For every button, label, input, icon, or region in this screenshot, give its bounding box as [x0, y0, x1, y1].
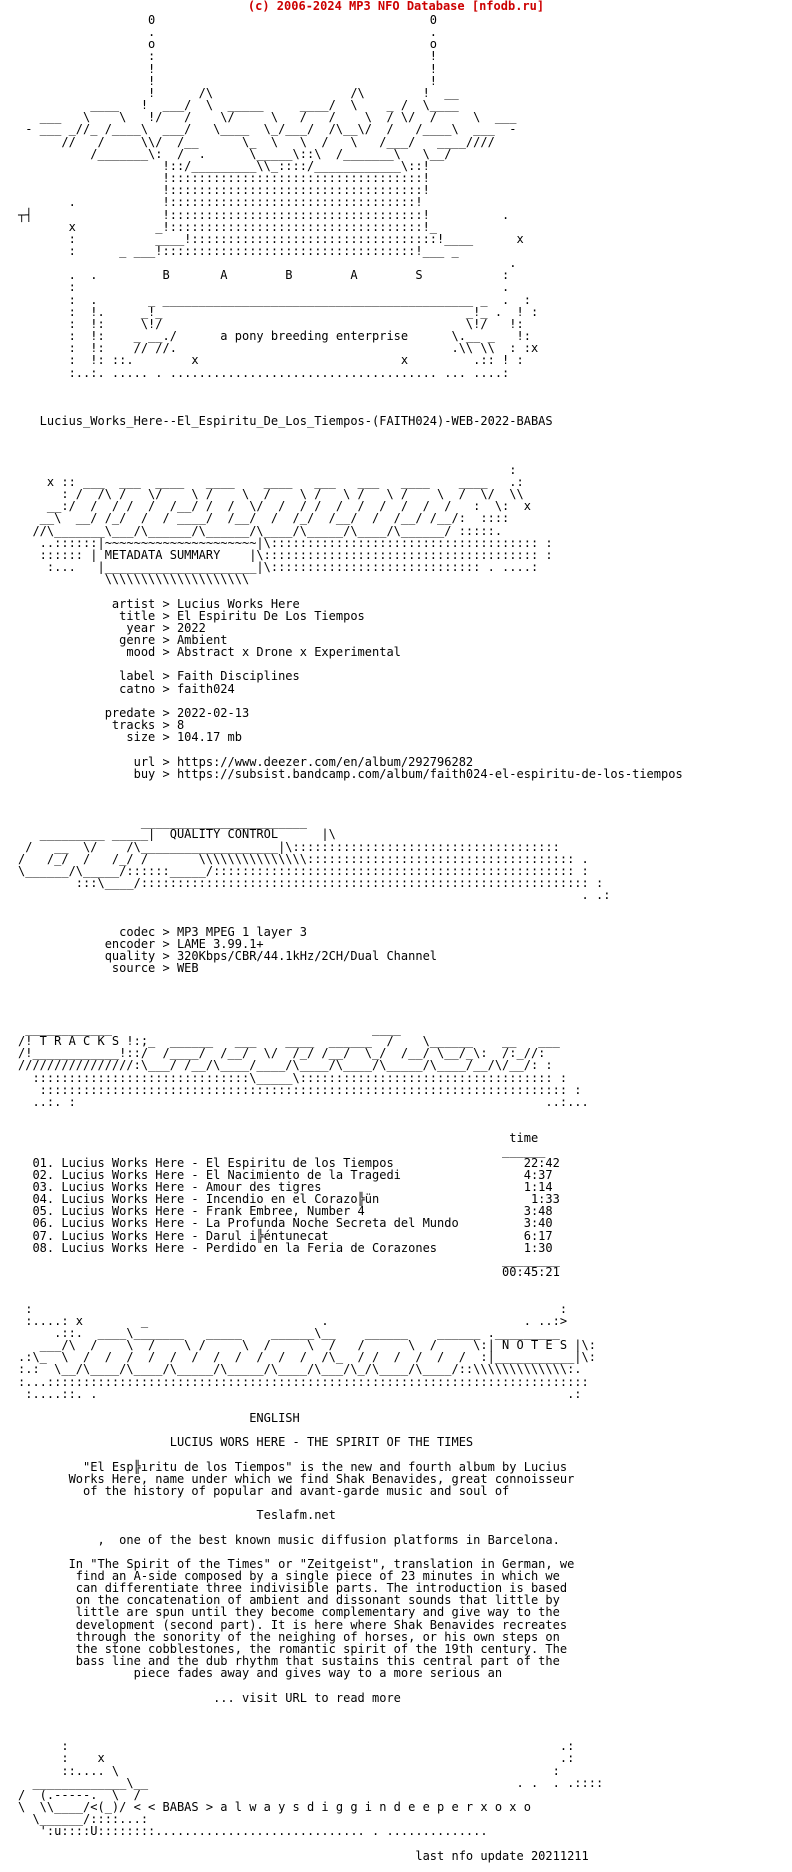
- nfo-line: /_______\: / . \_____\::\ /_______\ \__/: [18, 146, 452, 161]
- nfo-line: ___/\ / \ / \ / \ / \ / / \ / \:| N O T E S |\:: [18, 1338, 596, 1353]
- nfo-line: ':u::::U::::::::............................. . ..............: [18, 1824, 488, 1839]
- nfo-line: artist > Lucius Works Here: [18, 596, 300, 611]
- nfo-line: : !: ::. x x .:: ! :: [18, 353, 524, 368]
- nfo-line: :.: \__/\____/\____/\_____/\_____/\____/\___/\_/\____/\____/::\\\\\\\\\\\\\:.: [18, 1362, 582, 1377]
- nfo-line: ____ ! ___/ \ _____ ____/ \ _ / \____: [18, 98, 459, 113]
- nfo-line: _________ _____| QUALITY CONTROL |\: [18, 827, 336, 842]
- nfo-line: quality > 320Kbps/CBR/44.1kHz/2CH/Dual Channel: [18, 949, 438, 964]
- nfo-line: :...:::::::::::::::::::::::::::::::::::::::::::::::::::::::::::::::::::::::::::: [18, 1374, 589, 1389]
- nfo-line: title > El Espiritu De Los Tiempos: [18, 608, 365, 623]
- nfo-line: [18, 1278, 683, 1290]
- nfo-line: : x .:: [18, 1751, 575, 1766]
- nfo-line: ::.... \ :: [18, 1763, 560, 1778]
- nfo-line: : !. _!_ _!_ . ! :: [18, 304, 539, 319]
- nfo-line: / (.-----. \ /: [18, 1787, 141, 1802]
- nfo-line: predate > 2022-02-13: [18, 705, 250, 720]
- nfo-line: ! !: [18, 61, 438, 76]
- nfo-line: tracks > 8: [18, 718, 185, 733]
- nfo-line: :..:. ..... . ..................................... ... ....:: [18, 365, 510, 380]
- nfo-line: [18, 1521, 683, 1533]
- nfo-line: find an A-side composed by a single piece of 23 minutes in which we: [18, 1569, 560, 1583]
- nfo-line: . .: [18, 25, 438, 40]
- nfo-line: //\_______\___/\______/\______/\____/\_____/\____/\______/ :::::.: [18, 523, 503, 538]
- nfo-line: of the history of popular and avant-garde music and soul of: [18, 1483, 510, 1498]
- nfo-line: Teslafm.net: [18, 1508, 336, 1523]
- nfo-line: : !: _ __./ a pony breeding enterprise \.__ _ !:: [18, 329, 531, 344]
- nfo-line: : / /\ / \/ \ / \ / \ / \ / \ / \ / \/ \\: [18, 487, 524, 502]
- nfo-line: !::/_________\\_::::/____________\::!: [18, 158, 430, 173]
- nfo-line: _______________________: [18, 815, 307, 830]
- nfo-line: [18, 1704, 683, 1716]
- nfo-line: o o: [18, 37, 438, 52]
- nfo-line: __:/ / / / / /__/ / / \/ / / / / / / / / / : \: x: [18, 499, 531, 514]
- nfo-line: :....::. . .:: [18, 1386, 582, 1401]
- nfo-line: _____________\__ . . . .::::: [18, 1775, 604, 1790]
- nfo-line: last nfo update 20211211: [18, 1848, 589, 1863]
- nfo-line: ____________ ____: [18, 1021, 401, 1036]
- nfo-line: : ____!::::::::::::::::::::::::::::::::::!____ x: [18, 231, 524, 246]
- nfo-line: time: [18, 1131, 539, 1146]
- nfo-line: [18, 585, 683, 597]
- nfo-line: . . B A B A S :: [18, 268, 510, 283]
- nfo-line: : .:: [18, 1739, 575, 1754]
- nfo-line: :::\____/:::::::::::::::::::::::::::::::::::::::::::::::::::::::::::::: :: [18, 876, 604, 891]
- nfo-line: [18, 974, 683, 986]
- nfo-line: encoder > LAME 3.99.1+: [18, 936, 264, 951]
- nfo-line: : _ ___!:::::::::::::::::::::::::::::::::::!___ _: [18, 243, 459, 258]
- nfo-line: .: [18, 256, 517, 271]
- nfo-line: !:::::::::::::::::::::::::::::::::::!: [18, 171, 430, 186]
- nfo-line: 06. Lucius Works Here - La Profunda Noche Secreta del Mundo 3:40: [18, 1216, 553, 1231]
- nfo-line: : :: [18, 1301, 568, 1316]
- nfo-line: ______: [18, 1143, 546, 1158]
- nfo-line: [18, 379, 683, 391]
- nfo-line: __\ __/ /_/ / / ____/ /__/ / /_/ /__/ / /__/ /__/: ::::: [18, 511, 510, 526]
- nfo-line: [18, 452, 683, 464]
- nfo-line: piece fades away and gives way to a more serious an: [18, 1666, 503, 1681]
- nfo-line: ENGLISH: [18, 1410, 300, 1425]
- nfo-line: ::::::::::::::::::::::::::::::::::::::::::::::::::::::::::::::::::::::::: :: [18, 1082, 582, 1097]
- nfo-line: [18, 1837, 683, 1849]
- nfo-line: Works Here, name under which we find Shak Benavides, great connoisseur: [18, 1471, 575, 1486]
- nfo-line: the stone cobblestones, the romantic spirit of the 19th century. The: [18, 1641, 568, 1656]
- nfo-line: catno > faith024: [18, 681, 235, 696]
- nfo-line: : . _ ___________________________________________ _ . :: [18, 292, 531, 307]
- nfo-line: [18, 391, 683, 403]
- nfo-line: \\\\\\\\\\\\\\\\\\\\: [18, 572, 250, 587]
- nfo-line: ////////////////:\___/ /__/\____/____/\____/\____/\_____/\____/__/\/__/: :: [18, 1058, 553, 1073]
- nfo-line: \ \\____/<(_)/ < < BABAS > a l w a y s d i g g i n d e e p e r x o x o: [18, 1799, 531, 1814]
- nfo-line: :... |_____________________|\::::::::::::::::::::::::::::: . ....:: [18, 560, 539, 575]
- nfo-line: 03. Lucius Works Here - Amour des tigres 1:14: [18, 1180, 553, 1194]
- nfo-line: [18, 743, 683, 755]
- nfo-line: through the sonority of the neighing of horses, or his own steps on: [18, 1629, 560, 1644]
- nfo-line: can differentiate three indivisible parts. The introduction is based: [18, 1581, 568, 1596]
- nfo-line: : !: \!/ \!/ !:: [18, 316, 524, 331]
- nfo-line: ┬┤ !:::::::::::::::::::::::::::::::::::! .: [18, 207, 510, 222]
- nfo-line: mood > Abstract x Drone x Experimental: [18, 645, 401, 660]
- nfo-line: ! !: [18, 73, 438, 88]
- nfo-line: In "The Spirit of the Times" or "Zeitgeist", translation in German, we: [18, 1556, 575, 1571]
- nfo-line: - ___ _//_ /____\ ___/ \____ \_/___/ /\__\/ / /____\ ___ -: [18, 122, 517, 137]
- nfo-line: [18, 439, 683, 451]
- nfo-line: : .: [18, 280, 510, 295]
- nfo-line: [18, 427, 683, 439]
- nfo-line: // / \\/ /__ \_ \ \ / \ /___/ ____////: [18, 134, 495, 149]
- nfo-line: ..:. : ..:...: [18, 1094, 589, 1109]
- nfo-line: ___ \ \ !/ / \/ \ / / \ / \/ / \ ___: [18, 110, 517, 125]
- nfo-line: . .:: [18, 888, 611, 903]
- nfo-line: bass line and the dub rhythm that sustains this central part of the: [18, 1654, 560, 1669]
- nfo-line: 02. Lucius Works Here - El Nacimiento de la Tragedi 4:37: [18, 1167, 553, 1182]
- nfo-line: [18, 999, 683, 1011]
- nfo-line: "El Esp╠ıritu de los Tiempos" is the new and fourth album by Lucius: [18, 1459, 568, 1474]
- nfo-line: ________: [18, 1252, 560, 1267]
- nfo-line: [18, 1679, 683, 1691]
- nfo-line: size > 104.17 mb: [18, 730, 242, 745]
- nfo-line: :::::: | METADATA SUMMARY |\:::::::::::::::::::::::::::::::::::::: :: [18, 547, 553, 562]
- nfo-line: !:::::::::::::::::::::::::::::::::::!: [18, 183, 430, 198]
- nfo-line: 08. Lucius Works Here - Perdido en la Feria de Corazones 1:30: [18, 1240, 553, 1255]
- nfo-line: 00:45:21: [18, 1265, 560, 1280]
- nfo-line: /! T R A C K S !:;_ ______ ___ ____ ______ / \______ __ ___: [18, 1034, 560, 1049]
- nfo-line: url > https://www.deezer.com/en/album/292796282: [18, 754, 474, 769]
- nfo-line: ... visit URL to read more: [18, 1690, 401, 1705]
- nfo-line: 01. Lucius Works Here - El Espiritu de los Tiempos 22:42: [18, 1155, 560, 1170]
- nfo-line: label > Faith Disciplines: [18, 669, 300, 684]
- nfo-line: [18, 987, 683, 999]
- nfo-line: 04. Lucius Works Here - Incendio en el Corazo╠ün 1:33: [18, 1192, 560, 1207]
- nfo-line: . !::::::::::::::::::::::::::::::::::!: [18, 195, 423, 210]
- nfo-line: development (second part). It is here where Shak Benavides recreates: [18, 1617, 568, 1632]
- nfo-line: x :: ___ ___ ____ ____ ____ ___ ___ ____ ____ .:: [18, 474, 524, 489]
- nfo-line: \______/::::...:: [18, 1812, 149, 1827]
- nfo-line: :: [18, 462, 517, 477]
- nfo-line: Lucius_Works_Here--El_Espiritu_De_Los_Tiempos-(FAITH024)-WEB-2022-BABAS: [18, 414, 553, 429]
- nfo-line: : !: [18, 49, 438, 64]
- nfo-line: little are spun until they become complementary and give way to the: [18, 1605, 560, 1620]
- nfo-line: 0 0: [18, 13, 438, 27]
- nfo-line: [18, 914, 683, 926]
- nfo-line: ..::::::|~~~~~~~~~~~~~~~~~~~~~|\::::::::::::::::::::::::::::::::::::: :: [18, 535, 553, 550]
- nfo-line: \______/\_____/::::::_____/:::::::::::::::::::::::::::::::::::::::::::::::::: :: [18, 863, 589, 878]
- nfo-line: ! /\ /\ ! __: [18, 85, 459, 100]
- nfo-line: [18, 1716, 683, 1728]
- nfo-line: /!____________!::/ /____/ /__/ \/ /_/ /__/ \_/ /__/ \__/_\: /:_//:: [18, 1046, 546, 1061]
- nfo-line: , one of the best known music diffusion platforms in Barcelona.: [18, 1532, 560, 1547]
- nfo-line: [18, 1108, 683, 1120]
- nfo-line: source > WEB: [18, 961, 199, 976]
- nfo-line: [18, 1290, 683, 1302]
- nfo-line: .::. ____\_______ _____ ______\__ ______ ______ ._________: [18, 1325, 560, 1340]
- nfo-line: 05. Lucius Works Here - Frank Embree, Number 4 3:48: [18, 1204, 553, 1219]
- nfo-line: [18, 1448, 683, 1460]
- nfo-line: x _!:::::::::::::::::::::::::::::::::::!_: [18, 219, 438, 234]
- nfo-line: 07. Lucius Works Here - Darul i╠éntunecat 6:17: [18, 1228, 553, 1243]
- nfo-line: genre > Ambient: [18, 632, 228, 647]
- nfo-line: [18, 792, 683, 804]
- nfo-line: buy > https://subsist.bandcamp.com/album/faith024-el-espiritu-de-los-tiempos: [18, 766, 683, 781]
- site-header: (c) 2006-2024 MP3 NFO Database [nfodb.ru]: [247, 0, 545, 13]
- nfo-line: LUCIUS WORS HERE - THE SPIRIT OF THE TIMES: [18, 1435, 474, 1450]
- nfo-line: : !: // //. .\\ \\ : :x: [18, 341, 539, 356]
- nfo-line: [18, 901, 683, 913]
- nfo-line: / /_/ / /_/ / \\\\\\\\\\\\\\\::::::::::::::::::::::::::::::::::::: .: [18, 851, 589, 866]
- nfo-line: codec > MP3 MPEG 1 layer 3: [18, 924, 307, 939]
- nfo-line: year > 2022: [18, 620, 206, 635]
- nfo-text-block: [18, 14, 683, 1862]
- nfo-line: ::::::::::::::::::::::::::::::\_____\::::::::::::::::::::::::::::::::::: :: [18, 1070, 568, 1085]
- nfo-line: [18, 780, 683, 792]
- nfo-line: :....: x _ . . ..:>: [18, 1313, 568, 1328]
- nfo-line: .:\_ \ / / / / / / / / / / / /\_ / / / / / / :|___________|\:: [18, 1350, 596, 1365]
- nfo-line: on the concatenation of ambient and dissonant sounds that little by: [18, 1593, 560, 1608]
- nfo-line: / __ \/ /\___________________|\:::::::::::::::::::::::::::::::::::::: [18, 839, 560, 854]
